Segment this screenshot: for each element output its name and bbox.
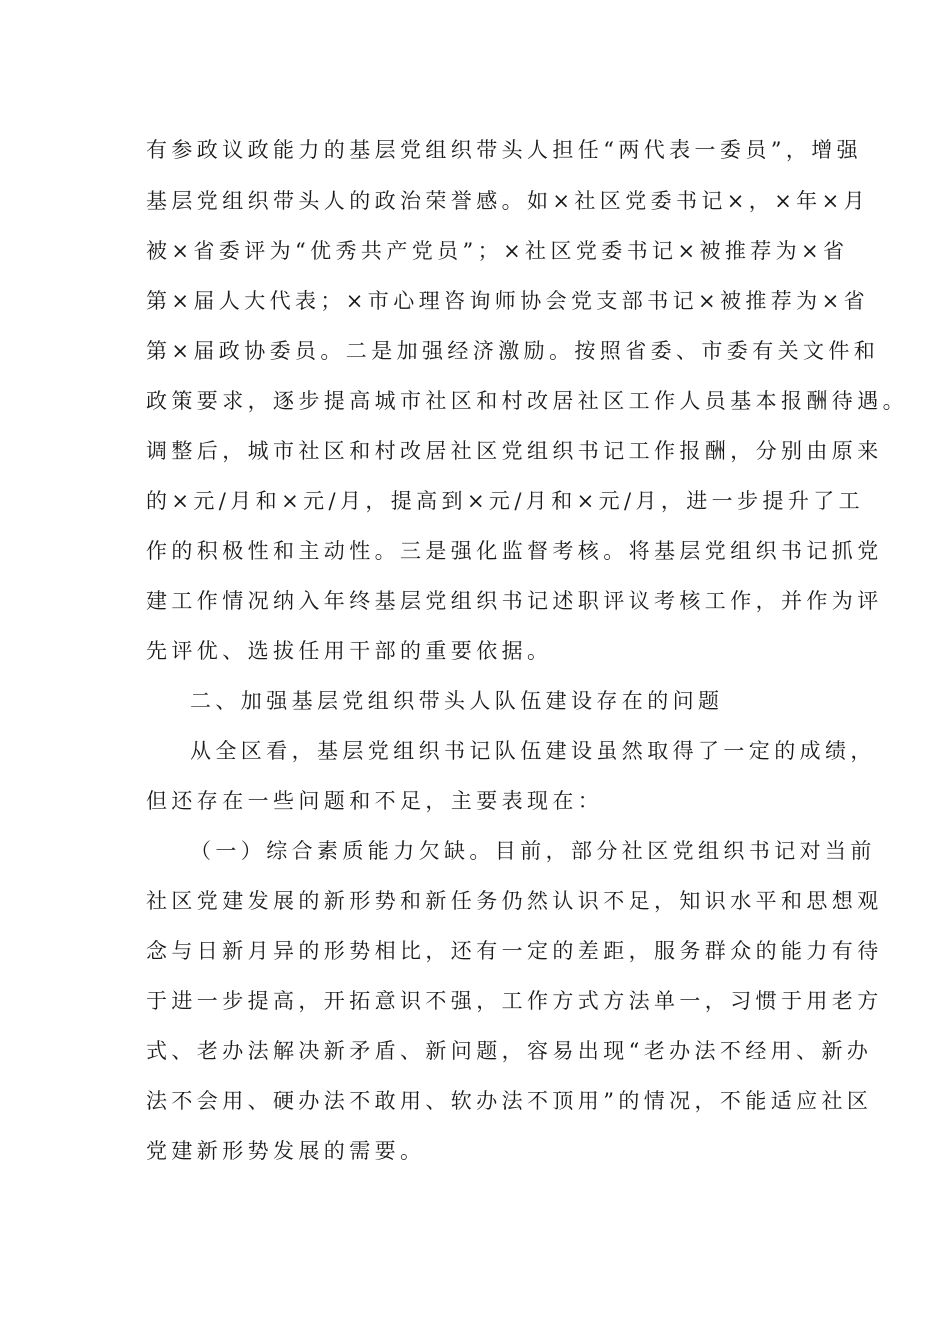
text-line-21: 党建新形势发展的需要。: [146, 1139, 426, 1163]
text-line-2: 基层党组织带头人的政治荣誉感。如×社区党委书记×，×年×月: [146, 189, 869, 213]
text-line-5: 第×届政协委员。二是加强经济激励。按照省委、市委有关文件和: [146, 339, 880, 363]
text-line-19: 式、老办法解决新矛盾、新问题，容易出现“老办法不经用、新办: [146, 1039, 873, 1063]
text-line-17: 念与日新月异的形势相比，还有一定的差距，服务群众的能力有待: [146, 939, 883, 963]
text-line-20: 法不会用、硬办法不敢用、软办法不顶用”的情况，不能适应社区: [146, 1089, 873, 1113]
text-line-10: 建工作情况纳入年终基层党组织书记述职评议考核工作，并作为评: [146, 589, 883, 613]
text-line-13: 从全区看，基层党组织书记队伍建设虽然取得了一定的成绩，: [190, 739, 876, 763]
section-heading: 二、加强基层党组织带头人队伍建设存在的问题: [190, 689, 724, 713]
text-line-15: （一）综合素质能力欠缺。目前，部分社区党组织书记对当前: [190, 839, 876, 863]
text-line-1: 有参政议政能力的基层党组织带头人担任“两代表一委员”，增强: [146, 138, 863, 162]
text-line-14: 但还存在一些问题和不足，主要表现在：: [146, 789, 604, 813]
text-line-6: 政策要求，逐步提高城市社区和村改居社区工作人员基本报酬待遇。: [146, 389, 908, 413]
text-line-3: 被×省委评为“优秀共产党员”；×社区党委书记×被推荐为×省: [146, 239, 849, 263]
text-line-11: 先评优、选拔任用干部的重要依据。: [146, 639, 553, 663]
text-line-18: 于进一步提高，开拓意识不强，工作方式方法单一，习惯于用老方: [146, 989, 883, 1013]
text-line-4: 第×届人大代表；×市心理咨询师协会党支部书记×被推荐为×省: [146, 289, 869, 313]
text-line-8: 的×元/月和×元/月，提高到×元/月和×元/月，进一步提升了工: [146, 489, 865, 513]
text-line-16: 社区党建发展的新形势和新任务仍然认识不足，知识水平和思想观: [146, 889, 883, 913]
text-line-9: 作的积极性和主动性。三是强化监督考核。将基层党组织书记抓党: [146, 539, 883, 563]
text-line-7: 调整后，城市社区和村改居社区党组织书记工作报酬，分别由原来: [146, 439, 883, 463]
